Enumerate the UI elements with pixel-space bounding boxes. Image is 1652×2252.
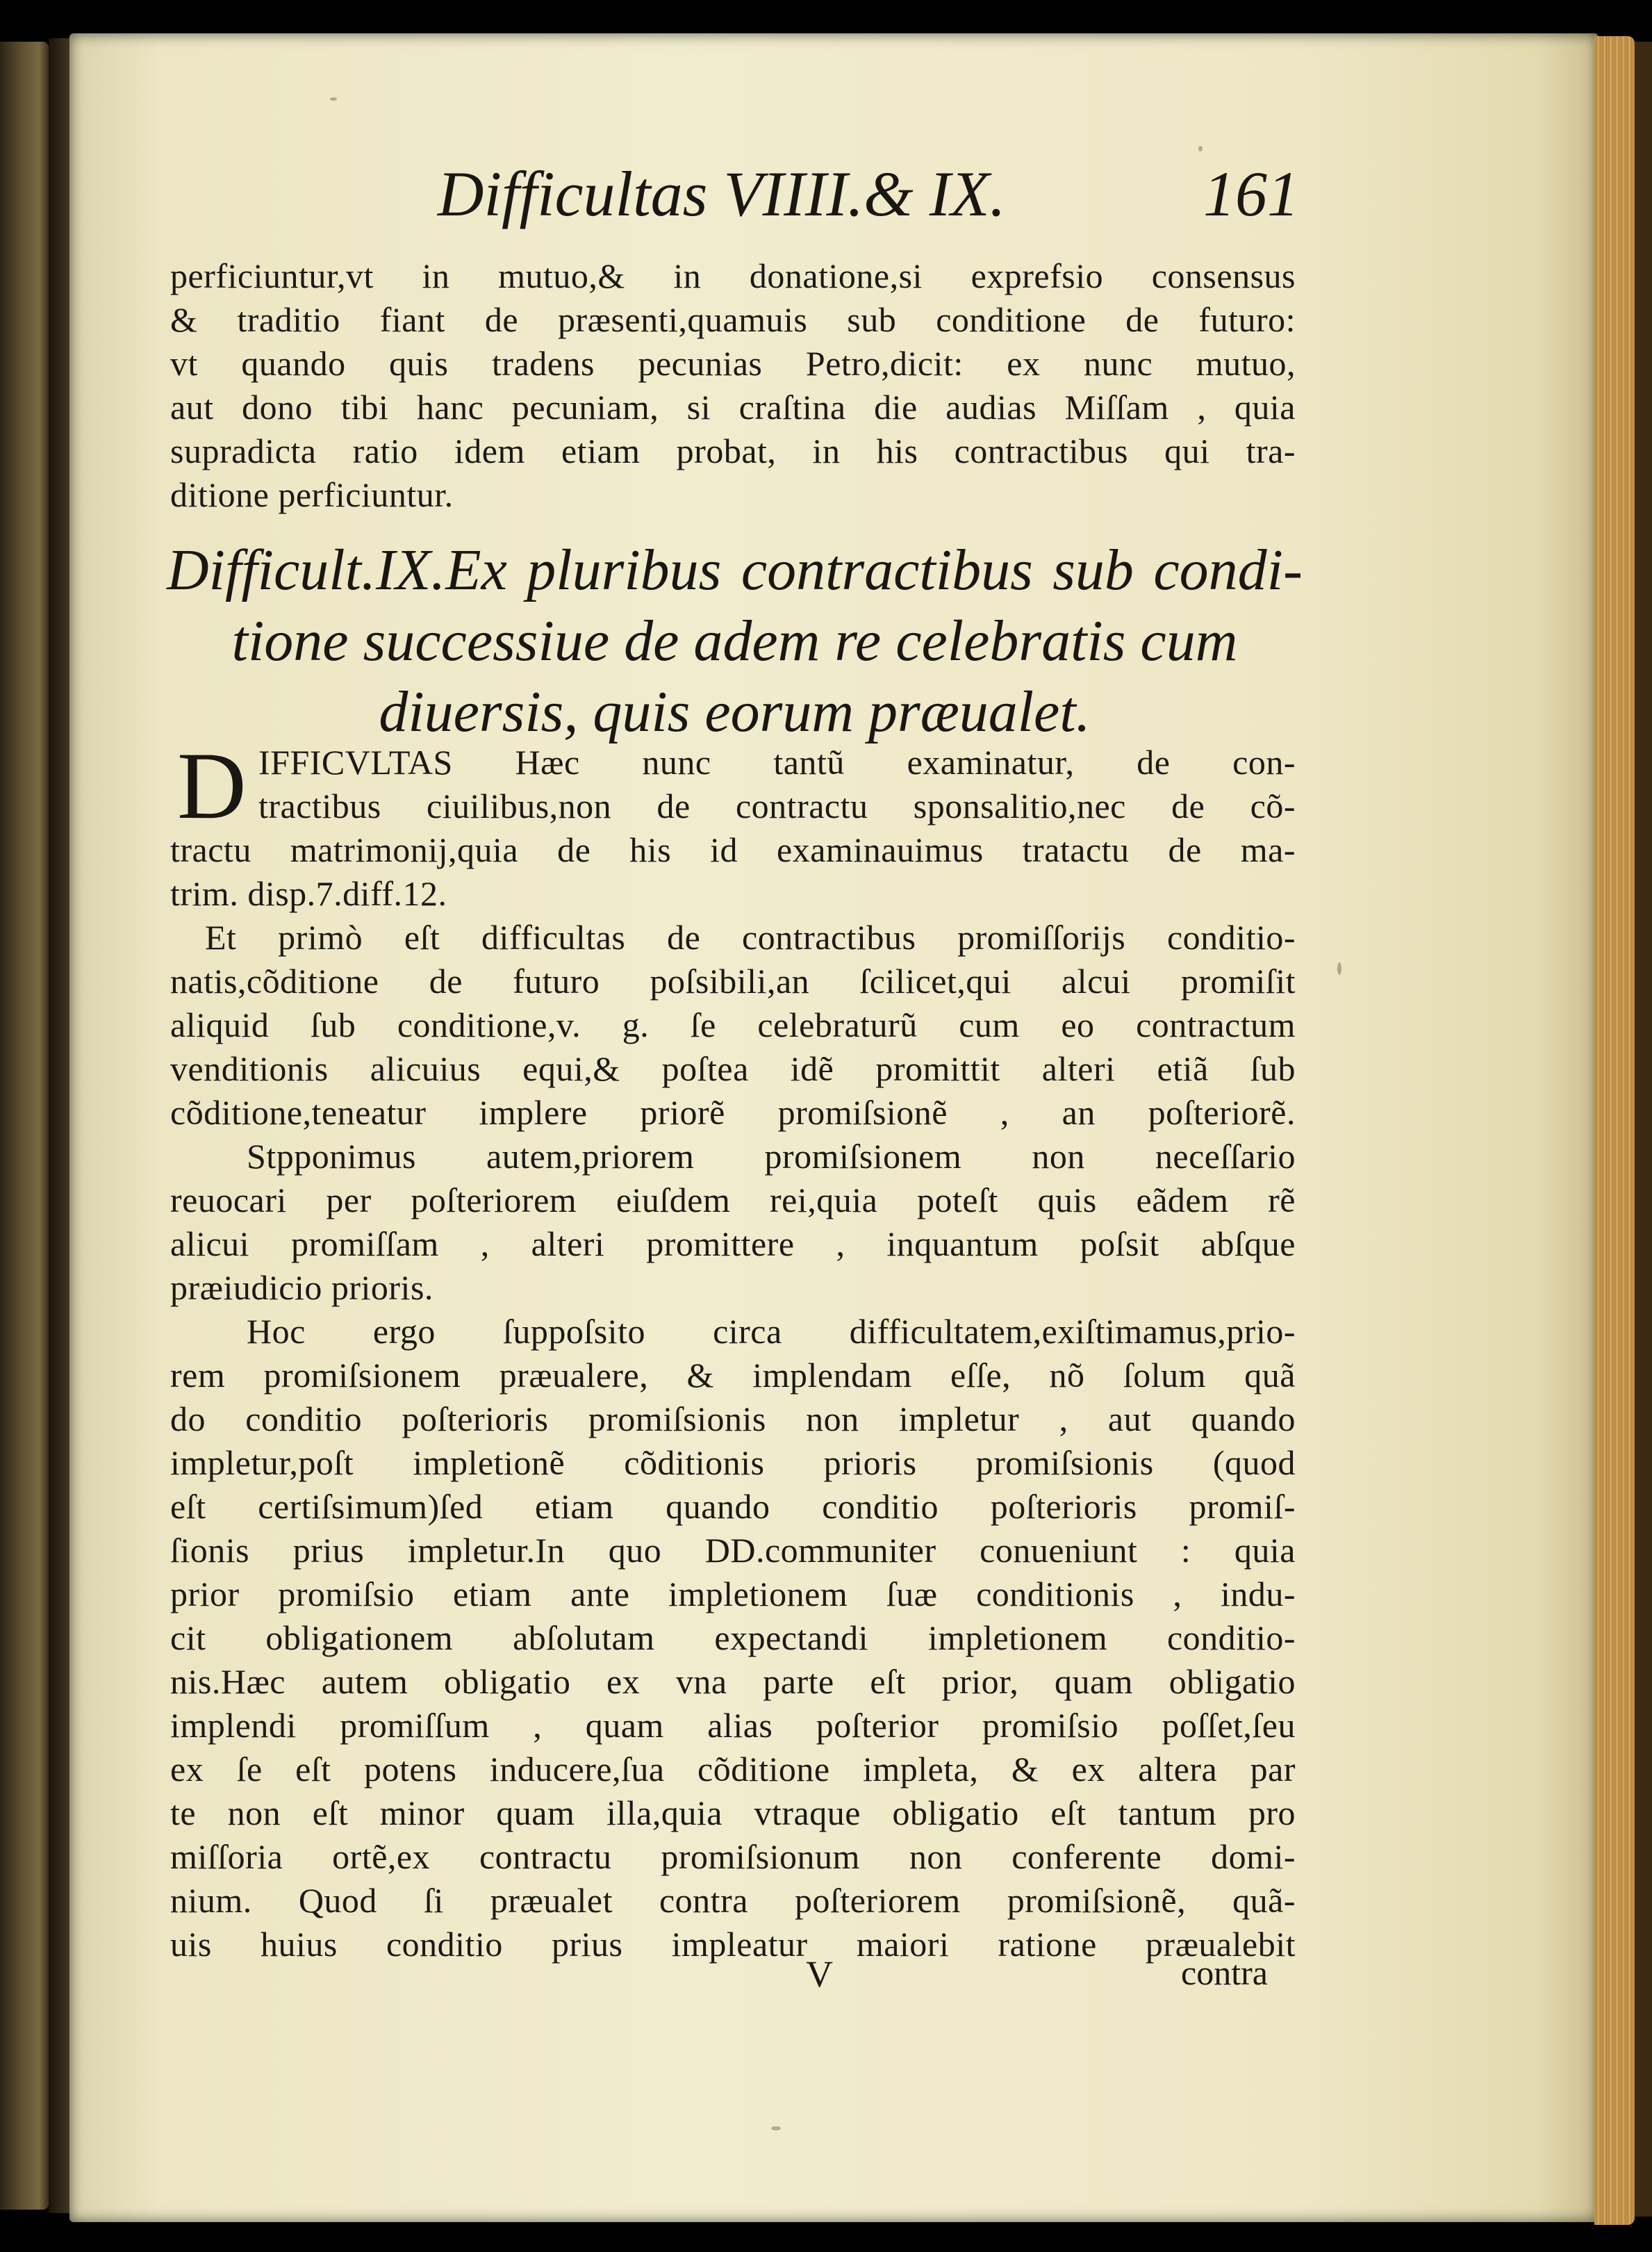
paragraph-2	[170, 916, 1296, 1135]
text-line: Et primò eſt difficultas de contractibus promiſſorijs conditio-	[205, 918, 1296, 957]
text-line: trim. disp.7.diff.12.	[170, 874, 447, 913]
text-line: Hoc ergo ſuppoſsito circa difficultatem,exiſtimamus,prio-	[247, 1312, 1296, 1351]
text-line: aut dono tibi hanc pecuniam, si craſtina die audias Miſſam , quia	[170, 388, 1296, 427]
text-line: implendi promiſſum , quam alias poſterior promiſsio poſſet,ſeu	[170, 1706, 1296, 1745]
text-line: præiudicio prioris.	[170, 1268, 433, 1307]
speck	[1337, 962, 1341, 975]
text-line: miſſoria ortẽ,ex contractu promiſsionum non conferente domi-	[170, 1837, 1296, 1876]
text-line: venditionis alicuius equi,& poſtea idẽ promittit alteri etiã ſub	[170, 1049, 1296, 1088]
heading-line: tione successiue de adem re celebratis cum	[231, 609, 1238, 673]
text-line: eſt certiſsimum)ſed etiam quando conditio poſterioris promiſ-	[170, 1487, 1296, 1526]
heading-line: Difficult.IX.Ex pluribus contractibus sub condi-	[167, 538, 1303, 602]
paragraph-4	[170, 1310, 1296, 1966]
text-line: cõditione,teneatur implere priorẽ promiſsionẽ , an poſteriorẽ.	[170, 1093, 1296, 1132]
text-line: aliquid ſub conditione,v. g. ſe celebraturũ cum eo contractum	[170, 1005, 1296, 1044]
signature-mark: V	[806, 1953, 833, 1995]
speck	[330, 97, 337, 101]
running-title: Difficultas VIIII.& IX.	[438, 158, 1006, 229]
text-line: uis huius conditio prius impleatur maiori ratione præualebit	[170, 1925, 1296, 1964]
text-line: perficiuntur,vt in mutuo,& in donatione,si exprefsio consensus	[170, 256, 1296, 295]
paragraph-3	[170, 1135, 1296, 1310]
heading-line: diuersis, quis eorum præualet.	[379, 680, 1091, 744]
text-line: cit obligationem abſolutam expectandi impletionem conditio-	[170, 1618, 1296, 1657]
running-header	[438, 157, 1299, 233]
speck	[1198, 146, 1203, 151]
catchword: contra	[1181, 1953, 1268, 1992]
text-line: prior promiſsio etiam ante impletionem ſuæ conditionis , indu-	[170, 1575, 1296, 1613]
text-line: IFFICVLTAS Hæc nunc tantũ examinatur, de con-	[258, 743, 1296, 782]
speck	[771, 2126, 781, 2130]
page-fore-edge	[1594, 36, 1635, 2225]
text-line: nium. Quod ſi præualet contra poſteriorem promiſsionẽ, quã-	[170, 1881, 1296, 1920]
text-line: ex ſe eſt potens inducere,ſua cõditione impleta, & ex altera par	[170, 1750, 1296, 1789]
first-paragraph-body	[170, 828, 1296, 916]
section-heading	[167, 535, 1303, 748]
text-line: impletur,poſt impletionẽ cõditionis prioris promiſsionis (quod	[170, 1443, 1296, 1482]
text-line: tractibus ciuilibus,non de contractu sponsalitio,nec de cõ-	[258, 787, 1296, 825]
left-page-edge	[0, 42, 49, 2210]
text-line: Stpponimus autem,priorem promiſsionem non neceſſario	[247, 1137, 1296, 1176]
text-line: te non eſt minor quam illa,quia vtraque obligatio eſt tantum pro	[170, 1793, 1296, 1832]
text-line: ſionis prius impletur.In quo DD.communiter conueniunt : quia	[170, 1531, 1296, 1570]
text-line: & traditio fiant de præsenti,quamuis sub conditione de futuro:	[170, 300, 1296, 339]
drop-cap: D	[177, 732, 247, 839]
intro-paragraph	[170, 254, 1296, 517]
text-line: ditione perficiuntur.	[170, 475, 454, 514]
text-line: do conditio poſterioris promiſsionis non impletur , aut quando	[170, 1399, 1296, 1438]
page-number: 161	[1203, 158, 1299, 229]
text-line: alicui promiſſam , alteri promittere , inquantum poſsit abſque	[170, 1224, 1296, 1263]
text-line: natis,cõditione de futuro poſsibili,an ſcilicet,qui alcui promiſit	[170, 962, 1296, 1001]
text-line: reuocari per poſteriorem eiuſdem rei,quia poteſt quis eãdem rẽ	[170, 1181, 1296, 1219]
text-line: tractu matrimonij,quia de his id examinauimus tratactu de ma-	[170, 830, 1296, 869]
text-line: rem promiſsionem præualere, & implendam eſſe, nõ ſolum quã	[170, 1356, 1296, 1395]
text-line: vt quando quis tradens pecunias Petro,dicit: ex nunc mutuo,	[170, 344, 1296, 383]
text-line: nis.Hæc autem obligatio ex vna parte eſt prior, quam obligatio	[170, 1662, 1296, 1701]
text-line: supradicta ratio idem etiam probat, in his contractibus qui tra-	[170, 432, 1296, 470]
first-paragraph-lead	[258, 741, 1296, 828]
